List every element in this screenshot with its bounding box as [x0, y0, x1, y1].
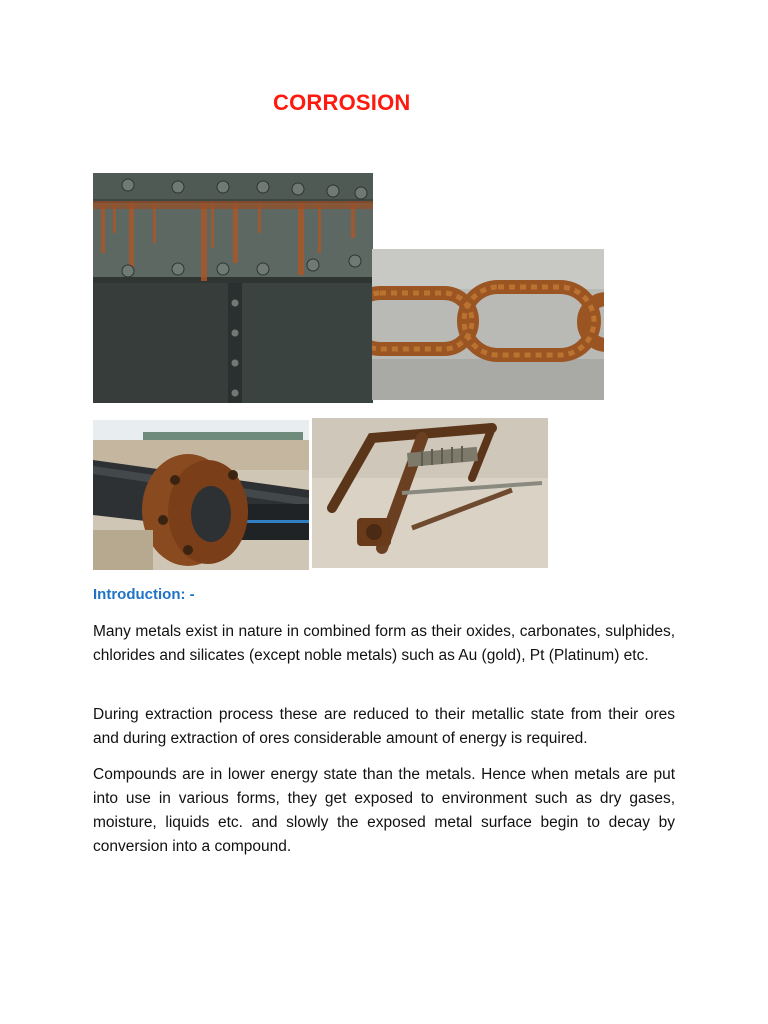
rusted-pipe-flange-photo: [93, 420, 309, 570]
rusted-girder-photo: [93, 173, 373, 403]
rusted-bolts-photo: [312, 418, 548, 568]
page-title: CORROSION: [273, 90, 411, 115]
paragraph-3: Compounds are in lower energy state than the metals. Hence when metals are put into use in various forms, they get exposed to environment such as dry gases, moisture, liquids etc. and slowly the exposed metal surface begin to decay by conversion into a compound.: [93, 766, 675, 855]
rusted-chain-photo: [372, 249, 604, 400]
paragraph-2: During extraction process these are reduced to their metallic state from their ores and during extraction of ores considerable amount of energy is required.: [93, 706, 675, 747]
introduction-heading: Introduction: -: [93, 586, 195, 603]
paragraph-1: Many metals exist in nature in combined form as their oxides, carbonates, sulphides, chlorides and silicates (except noble metals) such as Au (gold), Pt (Platinum) etc.: [93, 623, 675, 664]
